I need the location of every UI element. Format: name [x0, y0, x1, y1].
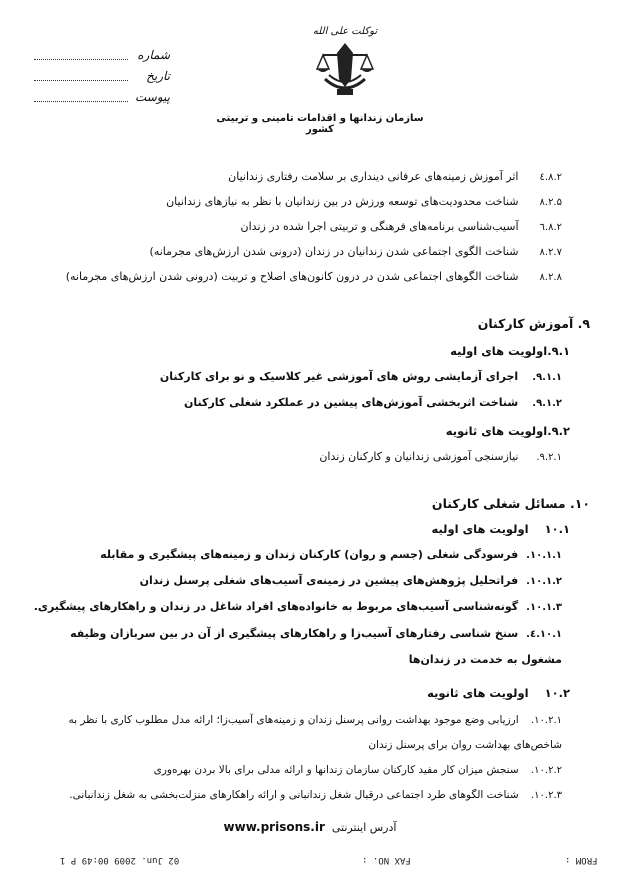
website-url: www.prisons.ir: [223, 820, 325, 834]
item-number: ۱۰.۱.۲.: [526, 576, 562, 587]
item-text: شناخت اثربخشی آموزش‌های پیشین در عملکرد شغلی کارکنان: [184, 396, 519, 409]
item-number: ۸.۲.٦: [539, 222, 562, 233]
list-item: [40, 708, 562, 758]
subsection-title: اولویت های اولیه: [431, 522, 529, 536]
meta-date-row: [30, 69, 170, 90]
list-item: [60, 396, 562, 409]
meta-number-label: شماره: [137, 48, 170, 62]
subsection-number: ۱۰.۱: [544, 522, 570, 536]
list-item: [60, 574, 562, 587]
meta-number-line: [34, 59, 128, 60]
item-text: نیازسنجی آموزشی زندانیان و کارکنان زندان: [319, 450, 519, 463]
list-item: [60, 548, 562, 561]
item-text: شناخت الگوهای طرد اجتماعی درقبال شغل زندانبانی و ارائه راهکارهای منزلت‌بخشی به شغل زندانبانی.: [69, 789, 519, 801]
subsection-title: ۹.۱.اولویت های اولیه: [450, 344, 570, 358]
item-number: ۹.۱.۱.: [532, 372, 562, 383]
list-item: [60, 370, 562, 383]
item-text: شناخت الگوی اجتماعی شدن زندانیان در زندان (درونی شدن ارزش‌های مجرمانه): [149, 245, 519, 258]
list-item: [60, 220, 562, 233]
section-title: مسائل شغلی کارکنان: [431, 496, 566, 511]
item-text: شناخت محدودیت‌های توسعه ورزش در بین زندانیان با نظر به نیازهای زندانیان: [166, 195, 519, 208]
meta-attachment-row: [30, 90, 170, 111]
item-number: ۸.۲.٤: [539, 172, 562, 183]
item-number: ۸.۲.۸: [539, 272, 562, 283]
list-item: [60, 195, 562, 208]
section-9-heading: [60, 316, 590, 331]
section-10-1-heading: [60, 522, 570, 536]
item-number: ۱۰.۱.٤.: [526, 629, 562, 640]
item-number: ۱۰.۲.۲.: [530, 765, 562, 776]
list-item: [40, 789, 562, 801]
item-text: اجرای آزمایشی روش های آموزشی غیر کلاسیک و نو برای کارکنان: [159, 370, 519, 383]
website-label: آدرس اینترنتی: [331, 821, 397, 834]
item-text: اثر آموزش زمینه‌های عرفانی دینداری بر سلامت رفتاری زندانیان: [228, 170, 519, 183]
meta-date-line: [34, 80, 128, 81]
organization-name: سازمان زندانها و اقدامات تامینی و تربیتی کشور: [216, 113, 424, 135]
item-text: گونه‌شناسی آسیب‌های مربوط به خانواده‌های افراد شاغل در زندان و راهکارهای پیشگیری.: [33, 600, 519, 613]
section-9-2-heading: [60, 424, 570, 438]
section-number: ۱۰.: [569, 496, 590, 511]
section-title: آموزش کارکنان: [477, 316, 574, 331]
letterhead-motto: توکلت علی الله: [312, 26, 378, 37]
emblem-block: [270, 26, 420, 99]
item-text: سنجش میزان کار مفید کارکنان سازمان زندانها و ارائه مدلی برای بالا بردن بهره‌وری: [153, 764, 519, 776]
justice-emblem-icon: [315, 39, 375, 99]
fax-number-label: FAX NO. :: [362, 855, 411, 865]
item-text: آسیب‌شناسی برنامه‌های فرهنگی و تربیتی اجرا شده در زندان: [240, 220, 519, 233]
section-10-2-heading: [60, 686, 570, 700]
section-9-1-heading: [60, 344, 570, 358]
item-text: ارزیابی وضع موجود بهداشت روانی پرسنل زندان و زمینه‌های آسیب‌زا؛ ارائه مدل مطلوب کاری با نظر به شاخص‌های بهداشت روان برای پرسنل زندان: [68, 714, 562, 751]
subsection-title: اولویت های ثانویه: [427, 686, 529, 700]
list-item: [33, 600, 562, 613]
item-text: فراتحلیل پژوهش‌های پیشین در زمینه‌ی آسیب‌های شغلی پرسنل زندان: [139, 574, 519, 587]
item-number: ۱۰.۱.۳.: [526, 602, 562, 613]
subsection-title: ۹.۲.اولویت های ثانویه: [445, 424, 570, 438]
item-number: ۸.۲.۷: [539, 247, 562, 258]
meta-attachment-line: [34, 101, 128, 102]
item-number: ۹.۲.۱.: [536, 452, 562, 463]
fax-from-label: FROM :: [565, 855, 598, 865]
meta-date-label: تاریخ: [146, 69, 170, 83]
subsection-number: ۱۰.۲: [544, 686, 570, 700]
list-item: [40, 621, 562, 672]
item-number: ۹.۱.۲.: [532, 398, 562, 409]
fax-header: [0, 855, 620, 871]
item-text: فرسودگی شغلی (جسم و روان) کارکنان زندان و زمینه‌های پیشگیری و مقابله: [100, 548, 519, 561]
section-number: ۹.: [577, 316, 590, 331]
list-item: [60, 245, 562, 258]
item-text: سنخ شناسی رفتارهای آسیب‌زا و راهکارهای پیشگیری از آن در بین سربازان وظیفه مشغول به خدمت در زندان‌ها: [70, 627, 562, 666]
list-item: [60, 450, 562, 463]
item-number: ۱۰.۲.۱.: [530, 715, 562, 726]
list-item: [40, 764, 562, 776]
list-item: [56, 270, 562, 283]
meta-attachment-label: پیوست: [135, 90, 170, 104]
meta-number-row: [30, 48, 170, 69]
fax-timestamp: 02 Jun. 2009 00:49 P 1: [60, 855, 180, 865]
letter-meta-fields: [30, 48, 170, 111]
list-item: [60, 170, 562, 183]
item-number: ۱۰.۲.۳.: [530, 790, 562, 801]
item-number: ۱۰.۱.۱.: [526, 550, 562, 561]
item-text: شناخت الگوهای اجتماعی شدن در درون کانون‌های اصلاح و تربیت (درونی شدن ارزش‌های مجرمانه): [65, 270, 519, 283]
item-number: ۸.۲.۵: [539, 197, 562, 208]
website-footer: [0, 820, 620, 834]
section-10-heading: [60, 496, 590, 511]
